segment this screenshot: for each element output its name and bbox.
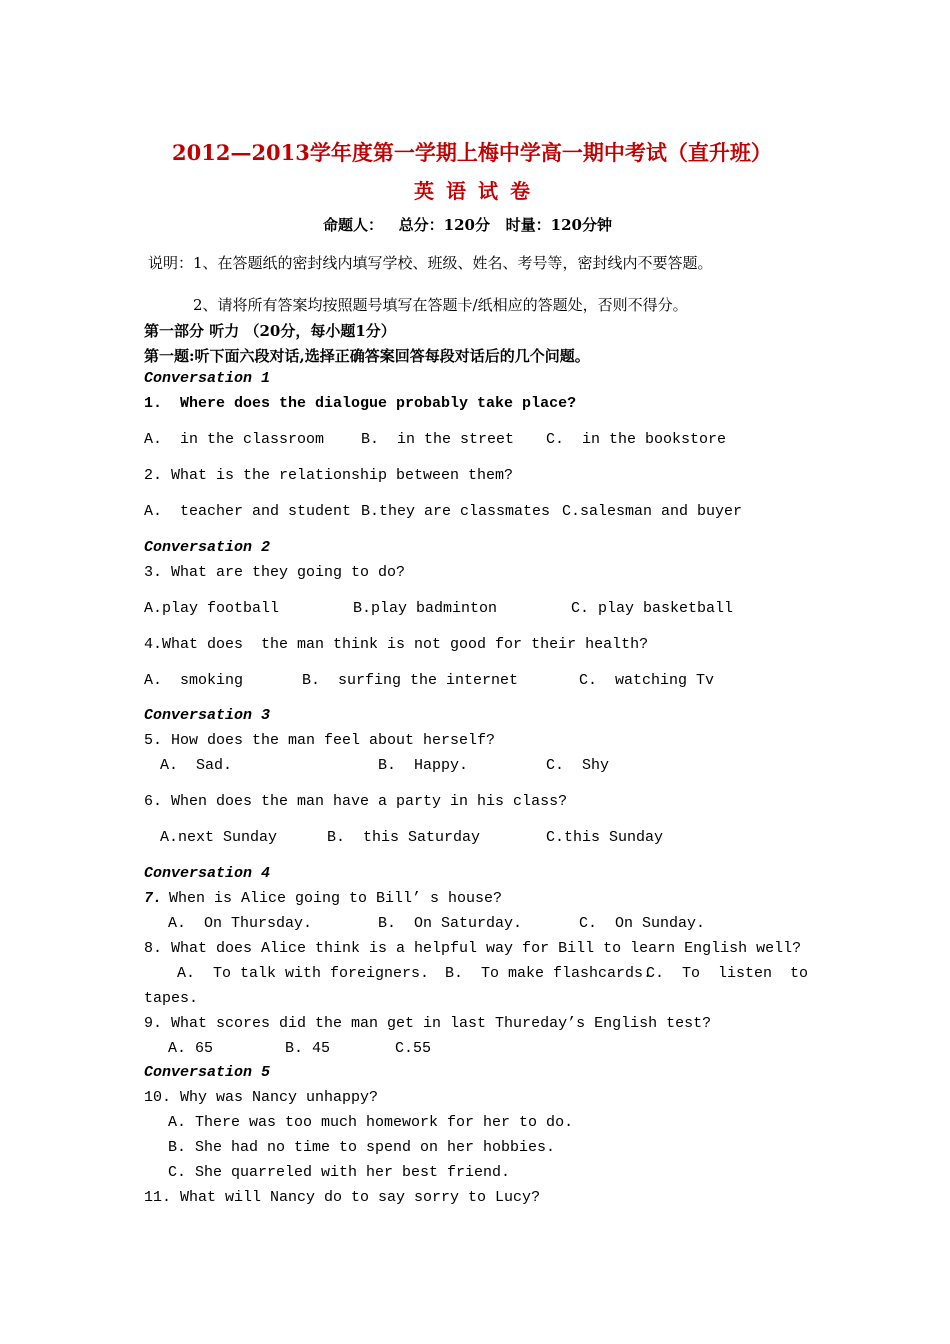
instruction-line-1: 说明：1、在答题纸的密封线内填写学校、班级、姓名、考号等，密封线内不要答题。 <box>148 254 713 272</box>
question-8-option-b: B. To make flashcards. <box>445 965 653 982</box>
part-heading: 第一部分 听力 （20分，每小题1分） <box>144 322 396 340</box>
question-11-stem: 11. What will Nancy do to say sorry to Lucy? <box>144 1189 541 1206</box>
question-6-stem: 6. When does the man have a party in his class? <box>144 793 568 810</box>
question-1-option-b: B. in the street <box>361 431 515 448</box>
question-10-stem: 10. Why was Nancy unhappy? <box>144 1089 379 1106</box>
exam-meta: 命题人： 总分：120分 时量：120分钟 <box>323 216 612 234</box>
question-4-option-c: C. watching Tv <box>579 672 715 689</box>
conversation-2-heading: Conversation 2 <box>144 539 271 556</box>
question-7-stem: When is Alice going to Bill’ s house? <box>160 890 503 907</box>
instruction-line-2: 2、请将所有答案均按照题号填写在答题卡/纸相应的答题处，否则不得分。 <box>193 296 688 314</box>
question-8-option-c-continuation: tapes. <box>144 990 199 1007</box>
question-10-option-c: C. She quarreled with her best friend. <box>168 1164 511 1181</box>
question-9-option-c: C.55 <box>395 1040 432 1057</box>
question-8-option-c: C. To listen to <box>646 965 809 982</box>
question-1-stem: 1. Where does the dialogue probably take place? <box>144 395 577 412</box>
section-heading: 第一题:听下面六段对话,选择正确答案回答每段对话后的几个问题。 <box>144 347 590 365</box>
question-4-option-b: B. surfing the internet <box>302 672 519 689</box>
exam-title: 2012—2013学年度第一学期上梅中学高一期中考试（直升班） <box>172 140 772 165</box>
question-10-option-a: A. There was too much homework for her to do. <box>168 1114 574 1131</box>
question-3-stem: 3. What are they going to do? <box>144 564 406 581</box>
question-7-option-a: A. On Thursday. <box>168 915 313 932</box>
question-3-option-b: B.play badminton <box>353 600 498 617</box>
conversation-5-heading: Conversation 5 <box>144 1064 271 1081</box>
question-8-option-a: A. To talk with foreigners. <box>177 965 430 982</box>
question-6-option-b: B. this Saturday <box>327 829 481 846</box>
conversation-4-heading: Conversation 4 <box>144 865 271 882</box>
question-10-option-b: B. She had no time to spend on her hobbies. <box>168 1139 556 1156</box>
exam-subtitle: 英语试卷 <box>414 179 542 203</box>
question-5-stem: 5. How does the man feel about herself? <box>144 732 496 749</box>
question-9-stem: 9. What scores did the man get in last Thureday’s English test? <box>144 1015 712 1032</box>
question-9-option-a: A. 65 <box>168 1040 214 1057</box>
question-3-option-a: A.play football <box>144 600 280 617</box>
question-2-option-b: B.they are classmates <box>361 503 551 520</box>
question-8-stem: 8. What does Alice think is a helpful way for Bill to learn English well? <box>144 940 802 957</box>
question-6-option-a: A.next Sunday <box>160 829 278 846</box>
question-4-stem: 4.What does the man think is not good for their health? <box>144 636 649 653</box>
conversation-3-heading: Conversation 3 <box>144 707 271 724</box>
question-2-stem: 2. What is the relationship between them? <box>144 467 514 484</box>
question-7-option-c: C. On Sunday. <box>579 915 706 932</box>
question-5-option-b: B. Happy. <box>378 757 469 774</box>
question-2-option-c: C.salesman and buyer <box>562 503 743 520</box>
question-2-option-a: A. teacher and student <box>144 503 352 520</box>
question-7-number: 7. <box>144 890 163 907</box>
conversation-1-heading: Conversation 1 <box>144 370 271 387</box>
question-9-option-b: B. 45 <box>285 1040 331 1057</box>
question-5-option-a: A. Sad. <box>160 757 233 774</box>
question-5-option-c: C. Shy <box>546 757 610 774</box>
question-3-option-c: C. play basketball <box>571 600 734 617</box>
question-6-option-c: C.this Sunday <box>546 829 664 846</box>
question-1-option-a: A. in the classroom <box>144 431 325 448</box>
question-7-option-b: B. On Saturday. <box>378 915 523 932</box>
question-4-option-a: A. smoking <box>144 672 244 689</box>
question-1-option-c: C. in the bookstore <box>546 431 727 448</box>
